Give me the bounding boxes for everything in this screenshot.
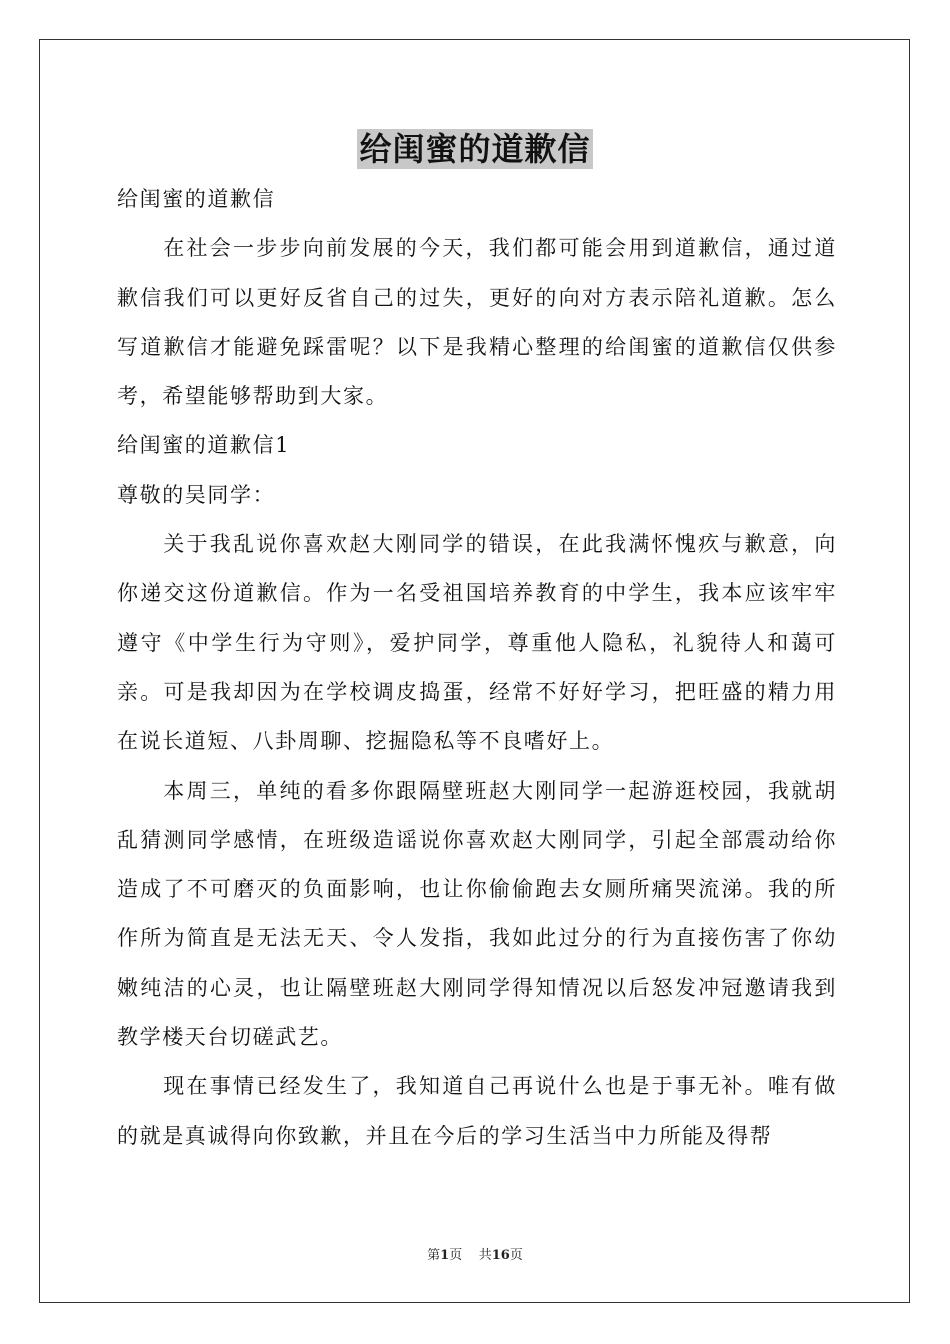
page-total: 16 (491, 1248, 510, 1263)
page-footer (0, 1248, 950, 1264)
document-title-text: 给闺蜜的道歉信 (359, 130, 591, 168)
paragraph-section-heading: 给闺蜜的道歉信1 (117, 433, 291, 458)
paragraph-body-3: 现在事情已经发生了，我知道自己再说什么也是于事无补。唯有做的就是真诚得向你致歉，并且在今后的学习生活当中力所能及得帮 (117, 1074, 837, 1148)
document-title (0, 129, 950, 169)
paragraph-subtitle: 给闺蜜的道歉信 (117, 187, 276, 211)
page-suffix: 页 (449, 1248, 463, 1263)
paragraph-intro: 在社会一步步向前发展的今天，我们都可能会用到道歉信，通过道歉信我们可以更好反省自己的过失，更好的向对方表示陪礼道歉。怎么写道歉信才能避免踩雷呢？以下是我精心整理的给闺蜜的道歉信仅供参考，希望能够帮助到大家。 (117, 236, 837, 409)
document-body (117, 175, 837, 1161)
paragraph-salutation: 尊敬的吴同学： (117, 482, 276, 507)
paragraph-body-2: 本周三，单纯的看多你跟隔壁班赵大刚同学一起游逛校园，我就胡乱猜测同学感情，在班级造谣说你喜欢赵大刚同学，引起全部震动给你造成了不可磨灭的负面影响，也让你偷偷跑去女厕所痛哭流涕。我的所作所为简直是无法无天、令人发指，我如此过分的行为直接伤害了你幼嫩纯洁的心灵，也让隔壁班赵大刚同学得知情况以后怒发冲冠邀请我到教学楼天台切磋武艺。 (117, 778, 837, 1050)
total-prefix: 共 (478, 1248, 492, 1263)
paragraph-body-1: 关于我乱说你喜欢赵大刚同学的错误，在此我满怀愧疚与歉意，向你递交这份道歉信。作为一名受祖国培养教育的中学生，我本应该牢牢遵守《中学生行为守则》，爱护同学，尊重他人隐私，礼貌待人和蔼可亲。可是我却因为在学校调皮捣蛋，经常不好好学习，把旺盛的精力用在说长道短、八卦周聊、挖掘隐私等不良嗜好上。 (117, 532, 837, 754)
total-suffix: 页 (509, 1248, 523, 1263)
page-current: 1 (440, 1248, 450, 1263)
page-prefix: 第 (427, 1248, 441, 1263)
